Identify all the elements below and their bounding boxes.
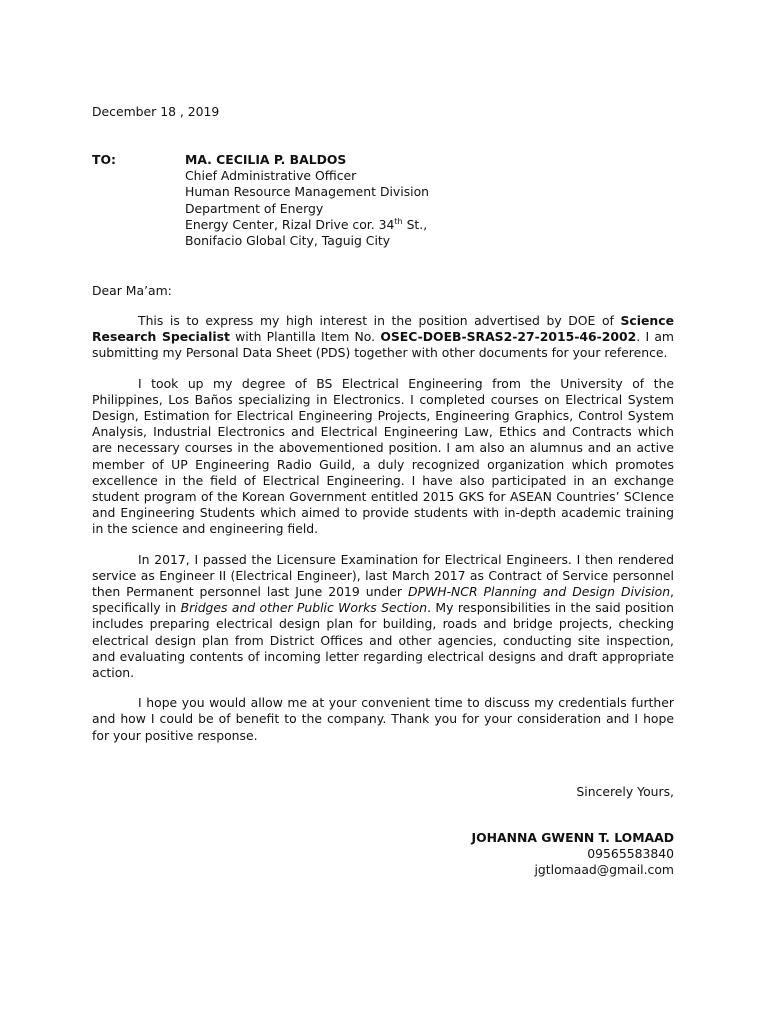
intro-text-3: . I am submitting my Personal Data Sheet (PDS) together with other documents for your reference. — [92, 329, 674, 361]
section-name: Bridges and other Public Works Section — [180, 600, 428, 616]
experience-text-2: , specifically in — [92, 584, 674, 616]
experience-text-3: . My responsibilities in the said position includes preparing electrical design plan for building, roads and bridge projects, checking electrical design plan from District Offices and other agencies, conducting site inspection, and evaluating contents of incoming letter regarding electrical designs and draft appropriate action. — [92, 600, 674, 681]
paragraph-intro — [92, 313, 674, 362]
recipient-block — [185, 152, 665, 249]
address-ordinal-suffix: th — [394, 216, 403, 226]
paragraph-experience — [92, 552, 674, 682]
letter-body — [92, 313, 674, 758]
signature-block — [472, 830, 674, 879]
address-line1-main: Energy Center, Rizal Drive cor. 34 — [185, 216, 395, 232]
recipient-title: Chief Administrative Officer — [185, 168, 357, 184]
paragraph-closing: I hope you would allow me at your convenient time to discuss my credentials further and how I could be of benefit to the company. Thank you for your consideration and I hope for your positive response. — [92, 695, 674, 743]
division-name: DPWH-NCR Planning and Design Division — [407, 584, 671, 600]
recipient-name: MA. CECILIA P. BALDOS — [185, 152, 347, 167]
signer-phone: 09565583840 — [587, 846, 674, 862]
recipient-division: Human Resource Management Division — [185, 184, 430, 200]
paragraph-education: I took up my degree of BS Electrical Engineering from the University of the Philippines, Los Baños specializing in Electronics. I completed courses on Electrical System Design, Estimation for Electrical Engineering Projects, Engineering Graphics, Control System Analysis, Industrial Electronics and Electrical Engineering Law, Ethics and Contracts which are necessary courses in the abovementioned position. I am also an alumnus and an active member of UP Engineering Radio Guild, a duly recognized organization which promotes excellence in the field of Electrical Engineering. I have also participated in an exchange student program of the Korean Government entitled 2015 GKS for ASEAN Countries’ SCIence and Engineering Students which aimed to provide students with in-depth academic training in the science and engineering field. — [92, 375, 674, 537]
to-label: TO: — [92, 152, 116, 167]
plantilla-item-number: OSEC-DOEB-SRAS2-27-2015-46-2002 — [380, 329, 637, 345]
signer-name: JOHANNA GWENN T. LOMAAD — [471, 830, 674, 845]
intro-text-1: This is to express my high interest in the position advertised by DOE of — [138, 313, 621, 328]
position-title: Science Research Specialist — [92, 313, 674, 345]
intro-text-2: with Plantilla Item No. — [229, 329, 381, 345]
address-line1-end: St., — [402, 216, 428, 232]
experience-text-1: In 2017, I passed the Licensure Examination for Electrical Engineers. I then rendered service as Engineer II (Electrical Engineer), last March 2017 as Contract of Service personnel then Permanent personnel last June 2019 under — [92, 551, 674, 600]
signer-email: jgtlomaad@gmail.com — [534, 862, 674, 878]
letter-date: December 18 , 2019 — [92, 104, 220, 119]
recipient-department: Department of Energy — [185, 200, 324, 216]
complimentary-close: Sincerely Yours, — [576, 784, 674, 799]
salutation: Dear Ma’am: — [92, 283, 172, 298]
recipient-address-line2: Bonifacio Global City, Taguig City — [185, 233, 391, 249]
recipient-address-line1 — [185, 217, 665, 233]
